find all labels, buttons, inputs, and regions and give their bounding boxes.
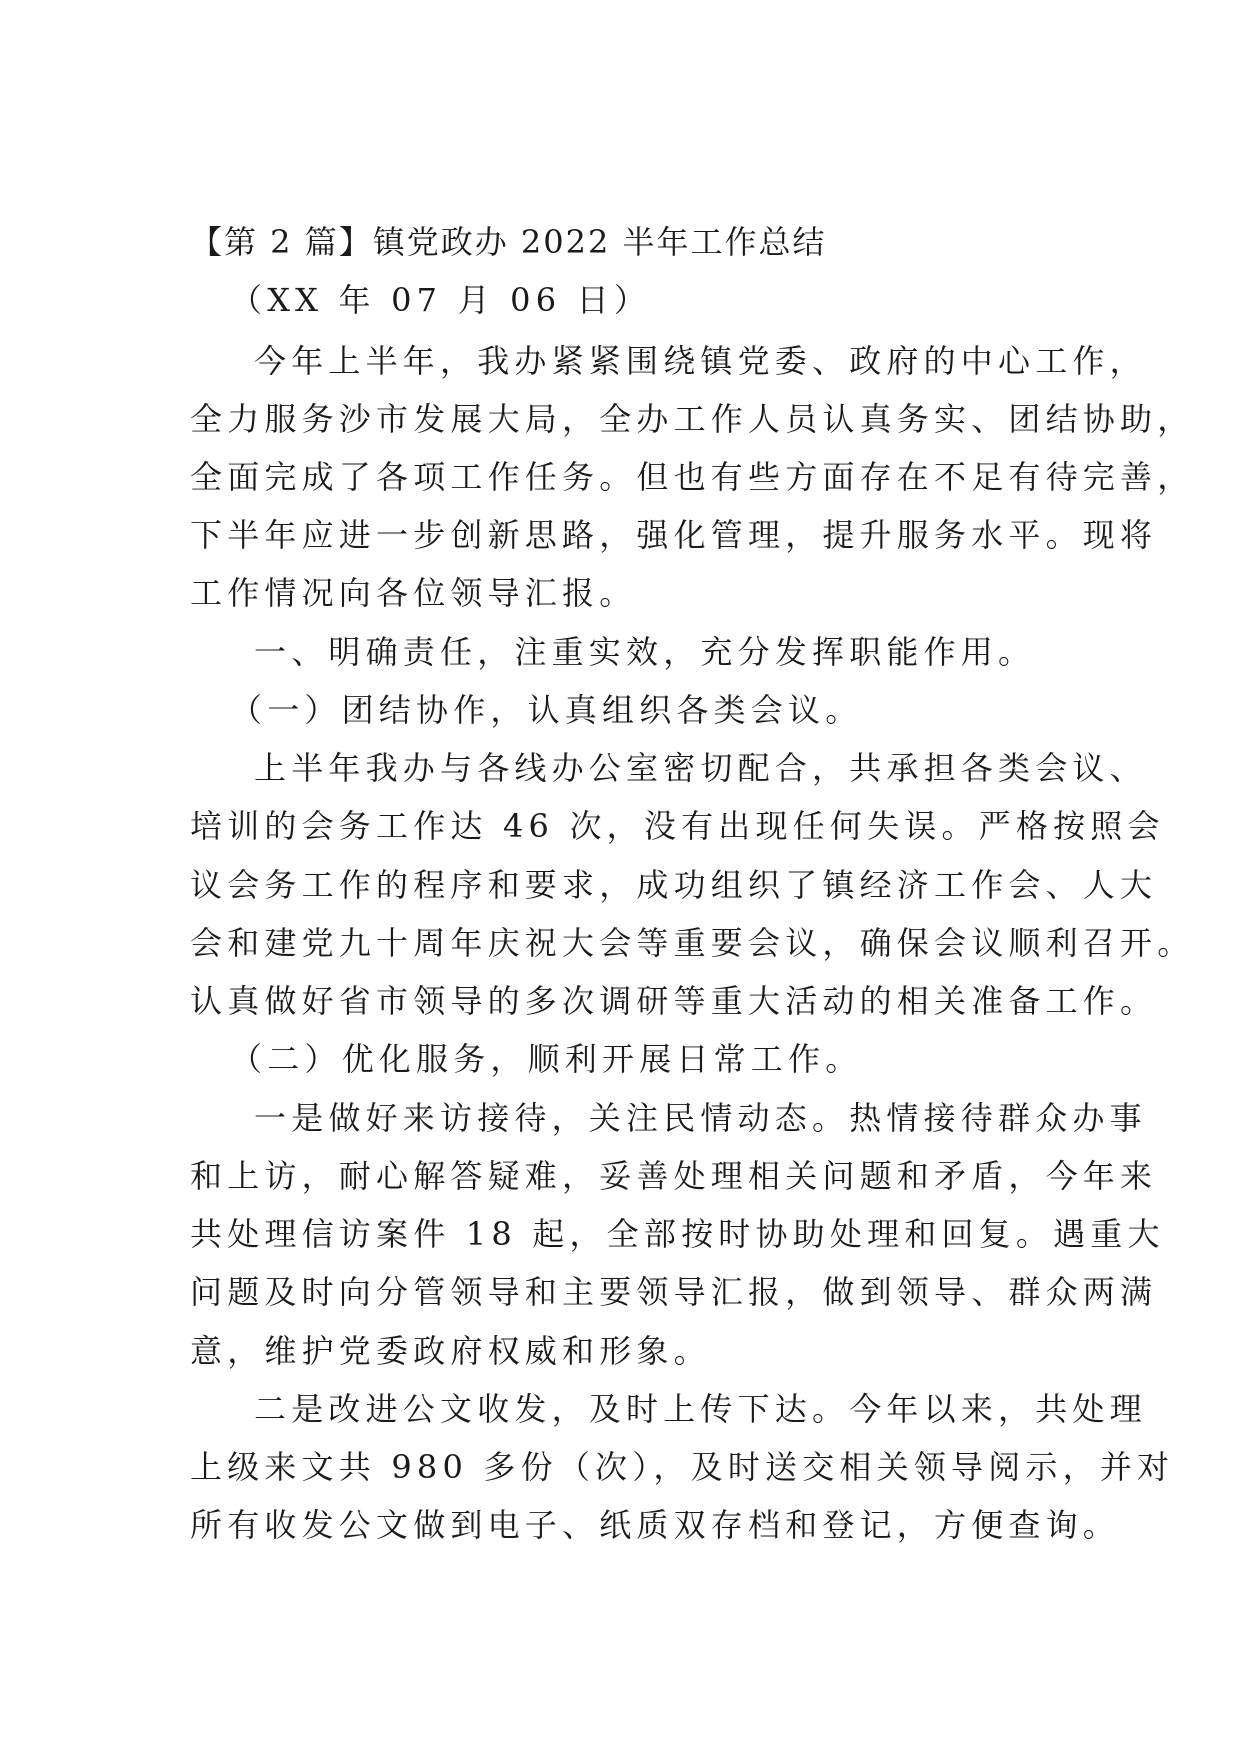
paragraph-line: 全面完成了各项工作任务。但也有些方面存在不足有待完善， — [190, 458, 1195, 496]
paragraph-line: 工作情况向各位领导汇报。 — [190, 574, 637, 612]
paragraph-line: 所有收发公文做到电子、纸质双存档和登记，方便查询。 — [190, 1506, 1121, 1544]
paragraph-line: 今年上半年，我办紧紧围绕镇党委、政府的中心工作， — [254, 342, 1147, 380]
subsection-heading: （一）团结协作，认真组织各类会议。 — [230, 691, 863, 729]
document-title: 【第 2 篇】镇党政办 2022 半年工作总结 — [190, 223, 827, 261]
paragraph-line: 下半年应进一步创新思路，强化管理，提升服务水平。现将 — [190, 516, 1158, 554]
paragraph-line: 意，维护党委政府权威和形象。 — [190, 1332, 711, 1370]
document-date: （XX 年 07 月 06 日） — [230, 281, 652, 319]
paragraph-line: 共处理信访案件 18 起，全部按时协助处理和回复。遇重大 — [190, 1215, 1165, 1253]
paragraph-line: 一是做好来访接待，关注民情动态。热情接待群众办事 — [254, 1099, 1147, 1137]
paragraph-line: 认真做好省市领导的多次调研等重大活动的相关准备工作。 — [190, 982, 1158, 1020]
paragraph-line: 二是改进公文收发，及时上传下达。今年以来，共处理 — [254, 1390, 1147, 1428]
paragraph-line: 问题及时向分管领导和主要领导汇报，做到领导、群众两满 — [190, 1273, 1158, 1311]
paragraph-line: 全力服务沙市发展大局，全办工作人员认真务实、团结协助， — [190, 400, 1195, 438]
paragraph-line: 会和建党九十周年庆祝大会等重要会议，确保会议顺利召开。 — [190, 924, 1195, 962]
paragraph-line: 上级来文共 980 多份（次），及时送交相关领导阅示，并对 — [190, 1448, 1175, 1486]
section-heading: 一、明确责任，注重实效，充分发挥职能作用。 — [254, 633, 1036, 671]
paragraph-line: 培训的会务工作达 46 次，没有出现任何失误。严格按照会 — [190, 807, 1165, 845]
paragraph-line: 上半年我办与各线办公室密切配合，共承担各类会议、 — [254, 749, 1147, 787]
subsection-heading: （二）优化服务，顺利开展日常工作。 — [230, 1040, 863, 1078]
paragraph-line: 议会务工作的程序和要求，成功组织了镇经济工作会、人大 — [190, 866, 1158, 904]
paragraph-line: 和上访，耐心解答疑难，妥善处理相关问题和矛盾，今年来 — [190, 1157, 1158, 1195]
